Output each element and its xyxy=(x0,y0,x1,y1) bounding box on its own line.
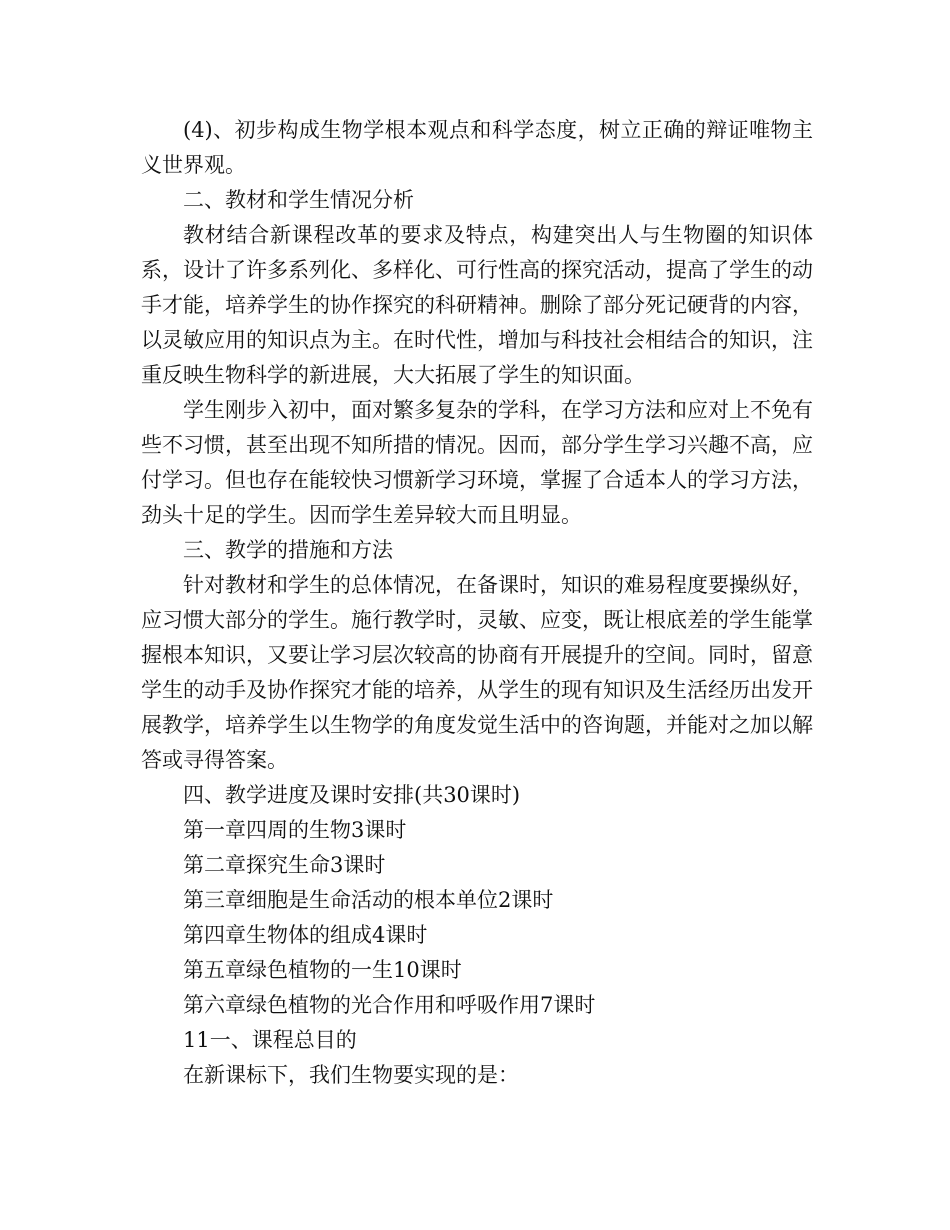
chapter-6-line: 第六章绿色植物的光合作用和呼吸作用7课时 xyxy=(183,993,596,1017)
course-goal-heading: 11一、课程总目的 xyxy=(183,1028,357,1052)
section-3-heading: 三、教学的措施和方法 xyxy=(183,538,393,562)
section-2-heading: 二、教材和学生情况分析 xyxy=(183,188,414,212)
teaching-methods-paragraph: 针对教材和学生的总体情况，在备课时，知识的难易程度要操纵好，应习惯大部分的学生。施行教学时，灵敏、应变，既让根底差的学生能掌握根本知识，又要让学习层次较高的协商有开展提升的空间。同时，留意学生的动手及协作探究才能的培养，从学生的现有知识及生活经历出发开展教学，培养学生以生物学的角度发觉生活中的咨询题，并能对之加以解答或寻得答案。 xyxy=(141,573,813,772)
new-standard-line: 在新课标下，我们生物要实现的是： xyxy=(183,1063,519,1087)
chapter-4-line: 第四章生物体的组成4课时 xyxy=(183,923,428,947)
chapter-5-line: 第五章绿色植物的一生10课时 xyxy=(183,958,462,982)
section-4-heading: 四、教学进度及课时安排(共30课时) xyxy=(183,783,521,807)
document-body xyxy=(141,113,813,1093)
chapter-1-line: 第一章四周的生物3课时 xyxy=(183,818,407,842)
chapter-3-line: 第三章细胞是生命活动的根本单位2课时 xyxy=(183,888,554,912)
textbook-analysis-paragraph: 教材结合新课程改革的要求及特点，构建突出人与生物圈的知识体系，设计了许多系列化、多样化、可行性高的探究活动，提高了学生的动手才能，培养学生的协作探究的科研精神。删除了部分死记硬背的内容，以灵敏应用的知识点为主。在时代性，增加与科技社会相结合的知识，注重反映生物科学的新进展，大大拓展了学生的知识面。 xyxy=(141,223,813,387)
objective-4-paragraph: (4)、初步构成生物学根本观点和科学态度，树立正确的辩证唯物主义世界观。 xyxy=(141,118,813,177)
chapter-2-line: 第二章探究生命3课时 xyxy=(183,853,386,877)
student-analysis-paragraph: 学生刚步入初中，面对繁多复杂的学科，在学习方法和应对上不免有些不习惯，甚至出现不知所措的情况。因而，部分学生学习兴趣不高，应付学习。但也存在能较快习惯新学习环境，掌握了合适本人的学习方法，劲头十足的学生。因而学生差异较大而且明显。 xyxy=(141,398,813,527)
